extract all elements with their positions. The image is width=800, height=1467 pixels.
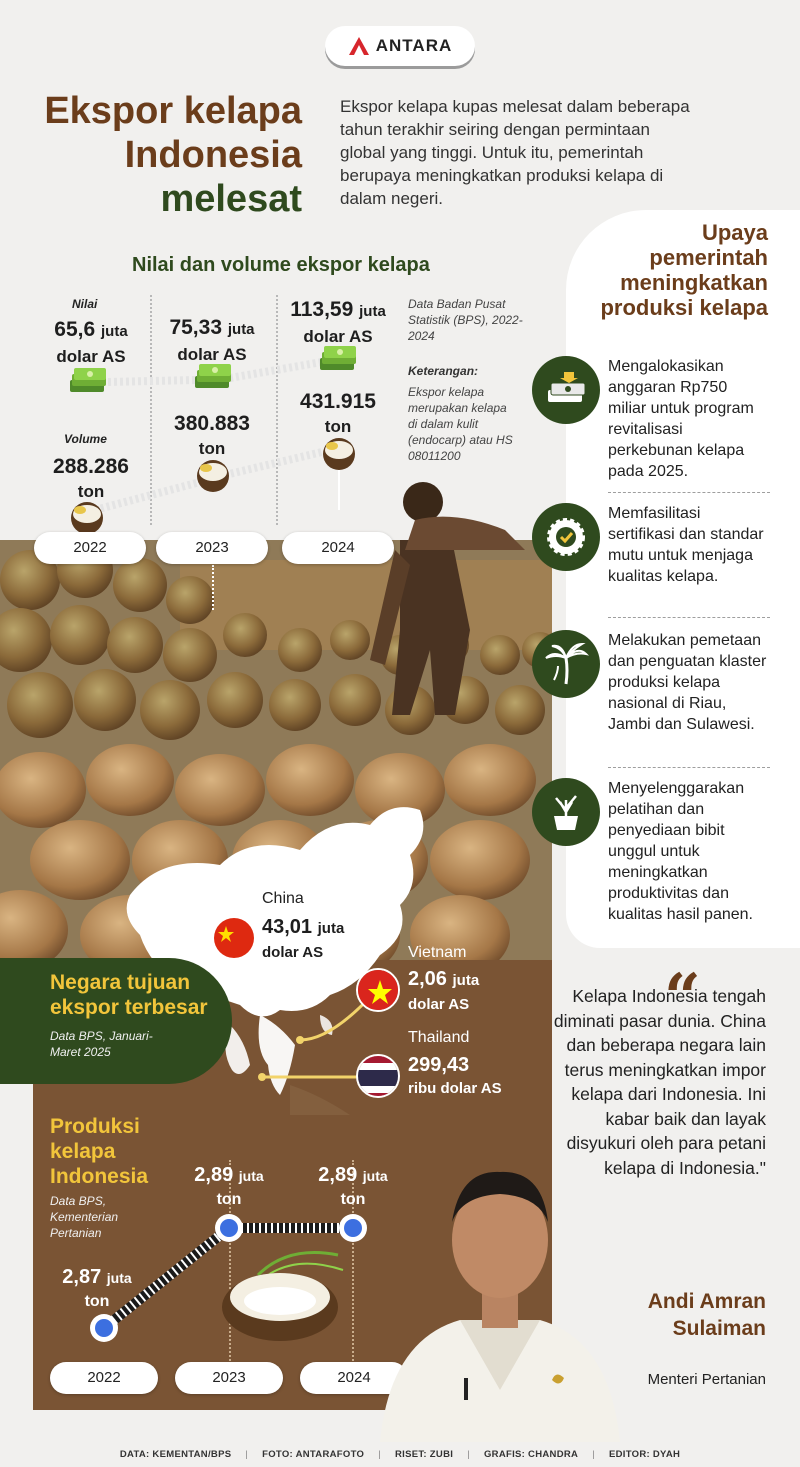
value-2024-number: 113,59: [290, 298, 354, 321]
upaya-title: Upaya pemerintah meningkatkan produksi kelapa: [600, 220, 768, 320]
upaya-text-2: Memfasilitasi sertifikasi dan standar mutu untuk menjaga kualitas kelapa.: [608, 505, 764, 585]
footer-sep: |: [378, 1449, 381, 1460]
footer-sep: |: [592, 1449, 595, 1460]
production-year-2024: 2024: [300, 1362, 408, 1394]
value-2024-unit: juta: [359, 303, 386, 320]
footer-sep: |: [467, 1449, 470, 1460]
destinations-source: Data BPS, Januari-Maret 2025: [50, 1029, 153, 1059]
production-2022-unit2: ton: [84, 1293, 110, 1310]
export-note: Ekspor kelapa merupakan kelapa di dalam kulit (endocarp) atau HS 08011200: [408, 385, 513, 463]
production-2024-number: 2,89: [318, 1164, 358, 1186]
intro-paragraph: Ekspor kelapa kupas melesat dalam beberapa tahun terakhir seiring dengan permintaan global yang tinggi. Untuk itu, pemerintah berupaya meningkatkan produksi kelapa di dalam negeri.: [340, 97, 690, 208]
production-2022-number: 2,87: [62, 1266, 102, 1288]
page-title-line3: melesat: [160, 178, 302, 220]
footer-grafis: GRAFIS: CHANDRA: [483, 1449, 579, 1460]
value-label: Nilai: [72, 297, 98, 311]
production-2023-number: 2,89: [194, 1164, 234, 1186]
page-title-line1: Ekspor kelapa: [44, 90, 302, 132]
volume-2024-unit: ton: [324, 417, 352, 436]
production-2023: [174, 1164, 284, 1211]
quote-text: Kelapa Indonesia tengah diminati pasar dunia. China dan beberapa negara lain terus meningkatkan impor kelapa dari Indonesia. Ini kabar baik dan layak disyukuri oleh para petani kelapa di Indonesia.": [553, 986, 766, 1178]
footer-sep: |: [245, 1449, 249, 1460]
production-2022-unit: juta: [106, 1270, 132, 1286]
volume-label: Volume: [64, 432, 107, 446]
production-2023-unit2: ton: [216, 1191, 242, 1208]
china-value-unit: juta: [317, 920, 345, 937]
value-2022-unit2: dolar AS: [56, 347, 126, 366]
export-year-2024: 2024: [282, 532, 394, 564]
country-china-name: China: [262, 890, 304, 907]
destinations-title: Negara tujuan ekspor terbesar: [50, 971, 208, 1019]
china-value-unit2: dolar AS: [262, 944, 324, 961]
volume-2024-number: 431.915: [300, 390, 376, 413]
production-source: Data BPS, Kementerian Pertanian: [50, 1194, 119, 1240]
footer-data: DATA: KEMENTAN/BPS: [119, 1449, 232, 1460]
vietnam-value-unit: juta: [452, 972, 480, 989]
volume-2022-number: 288.286: [53, 455, 129, 478]
value-2023-unit2: dolar AS: [177, 345, 247, 364]
export-year-2022: 2022: [34, 532, 146, 564]
footer-foto: FOTO: ANTARAFOTO: [262, 1449, 365, 1460]
vietnam-value-unit2: dolar AS: [408, 996, 470, 1013]
value-2023-unit: juta: [227, 321, 255, 338]
volume-2022-unit: ton: [77, 482, 105, 501]
speaker-name: Andi Amran Sulaiman: [647, 1290, 766, 1340]
country-vietnam-name: Vietnam: [408, 944, 467, 961]
coconut-half-illustration: [218, 1245, 348, 1345]
production-2023-unit: juta: [238, 1168, 264, 1184]
country-thailand-name: Thailand: [408, 1029, 470, 1046]
page-title-line2: Indonesia: [124, 134, 302, 176]
production-2024-unit2: ton: [340, 1191, 366, 1208]
export-chart-title: Nilai dan volume ekspor kelapa: [132, 254, 430, 276]
upaya-text-3: Melakukan pemetaan dan penguatan klaster produksi kelapa nasional di Riau, Jambi dan Sulawesi.: [608, 632, 767, 733]
value-2024-unit2: dolar AS: [303, 327, 373, 346]
upaya-text-4: Menyelenggarakan pelatihan dan penyediaan bibit unggul untuk meningkatkan produktivitas dan kualitas hasil panen.: [608, 780, 753, 923]
value-2023-number: 75,33: [169, 316, 223, 339]
production-title: Produksi kelapa Indonesia: [50, 1115, 149, 1188]
production-year-2023: 2023: [175, 1362, 283, 1394]
export-year-2023: 2023: [156, 532, 268, 564]
logo-text: ANTARA: [375, 36, 453, 55]
thailand-value-number: 299,43: [408, 1054, 470, 1076]
thailand-value-unit2: ribu dolar AS: [408, 1080, 502, 1097]
china-value-number: 43,01: [262, 916, 313, 938]
export-source: Data Badan Pusat Statistik (BPS), 2022-2024: [408, 297, 523, 343]
production-year-2022: 2022: [50, 1362, 158, 1394]
export-note-head: Keterangan:: [408, 364, 479, 378]
volume-2023-unit: ton: [198, 439, 226, 458]
speaker-portrait: [370, 1130, 630, 1442]
production-2022: [42, 1266, 152, 1313]
vietnam-value-number: 2,06: [408, 968, 447, 990]
volume-2023-number: 380.883: [174, 412, 250, 435]
quote-mark-icon: “: [664, 960, 701, 1035]
footer-credits: [0, 1442, 800, 1467]
value-2022-number: 65,6: [54, 318, 96, 341]
footer-editor: EDITOR: DYAH: [608, 1449, 681, 1460]
value-2022-unit: juta: [101, 323, 128, 340]
footer-riset: RISET: ZUBI: [394, 1449, 454, 1460]
upaya-text-1: Mengalokasikan anggaran Rp750 miliar untuk program revitalisasi perkebunan kelapa pada 2025.: [608, 358, 754, 480]
production-2024-unit: juta: [362, 1168, 388, 1184]
speaker-role: Menteri Pertanian: [647, 1371, 766, 1388]
